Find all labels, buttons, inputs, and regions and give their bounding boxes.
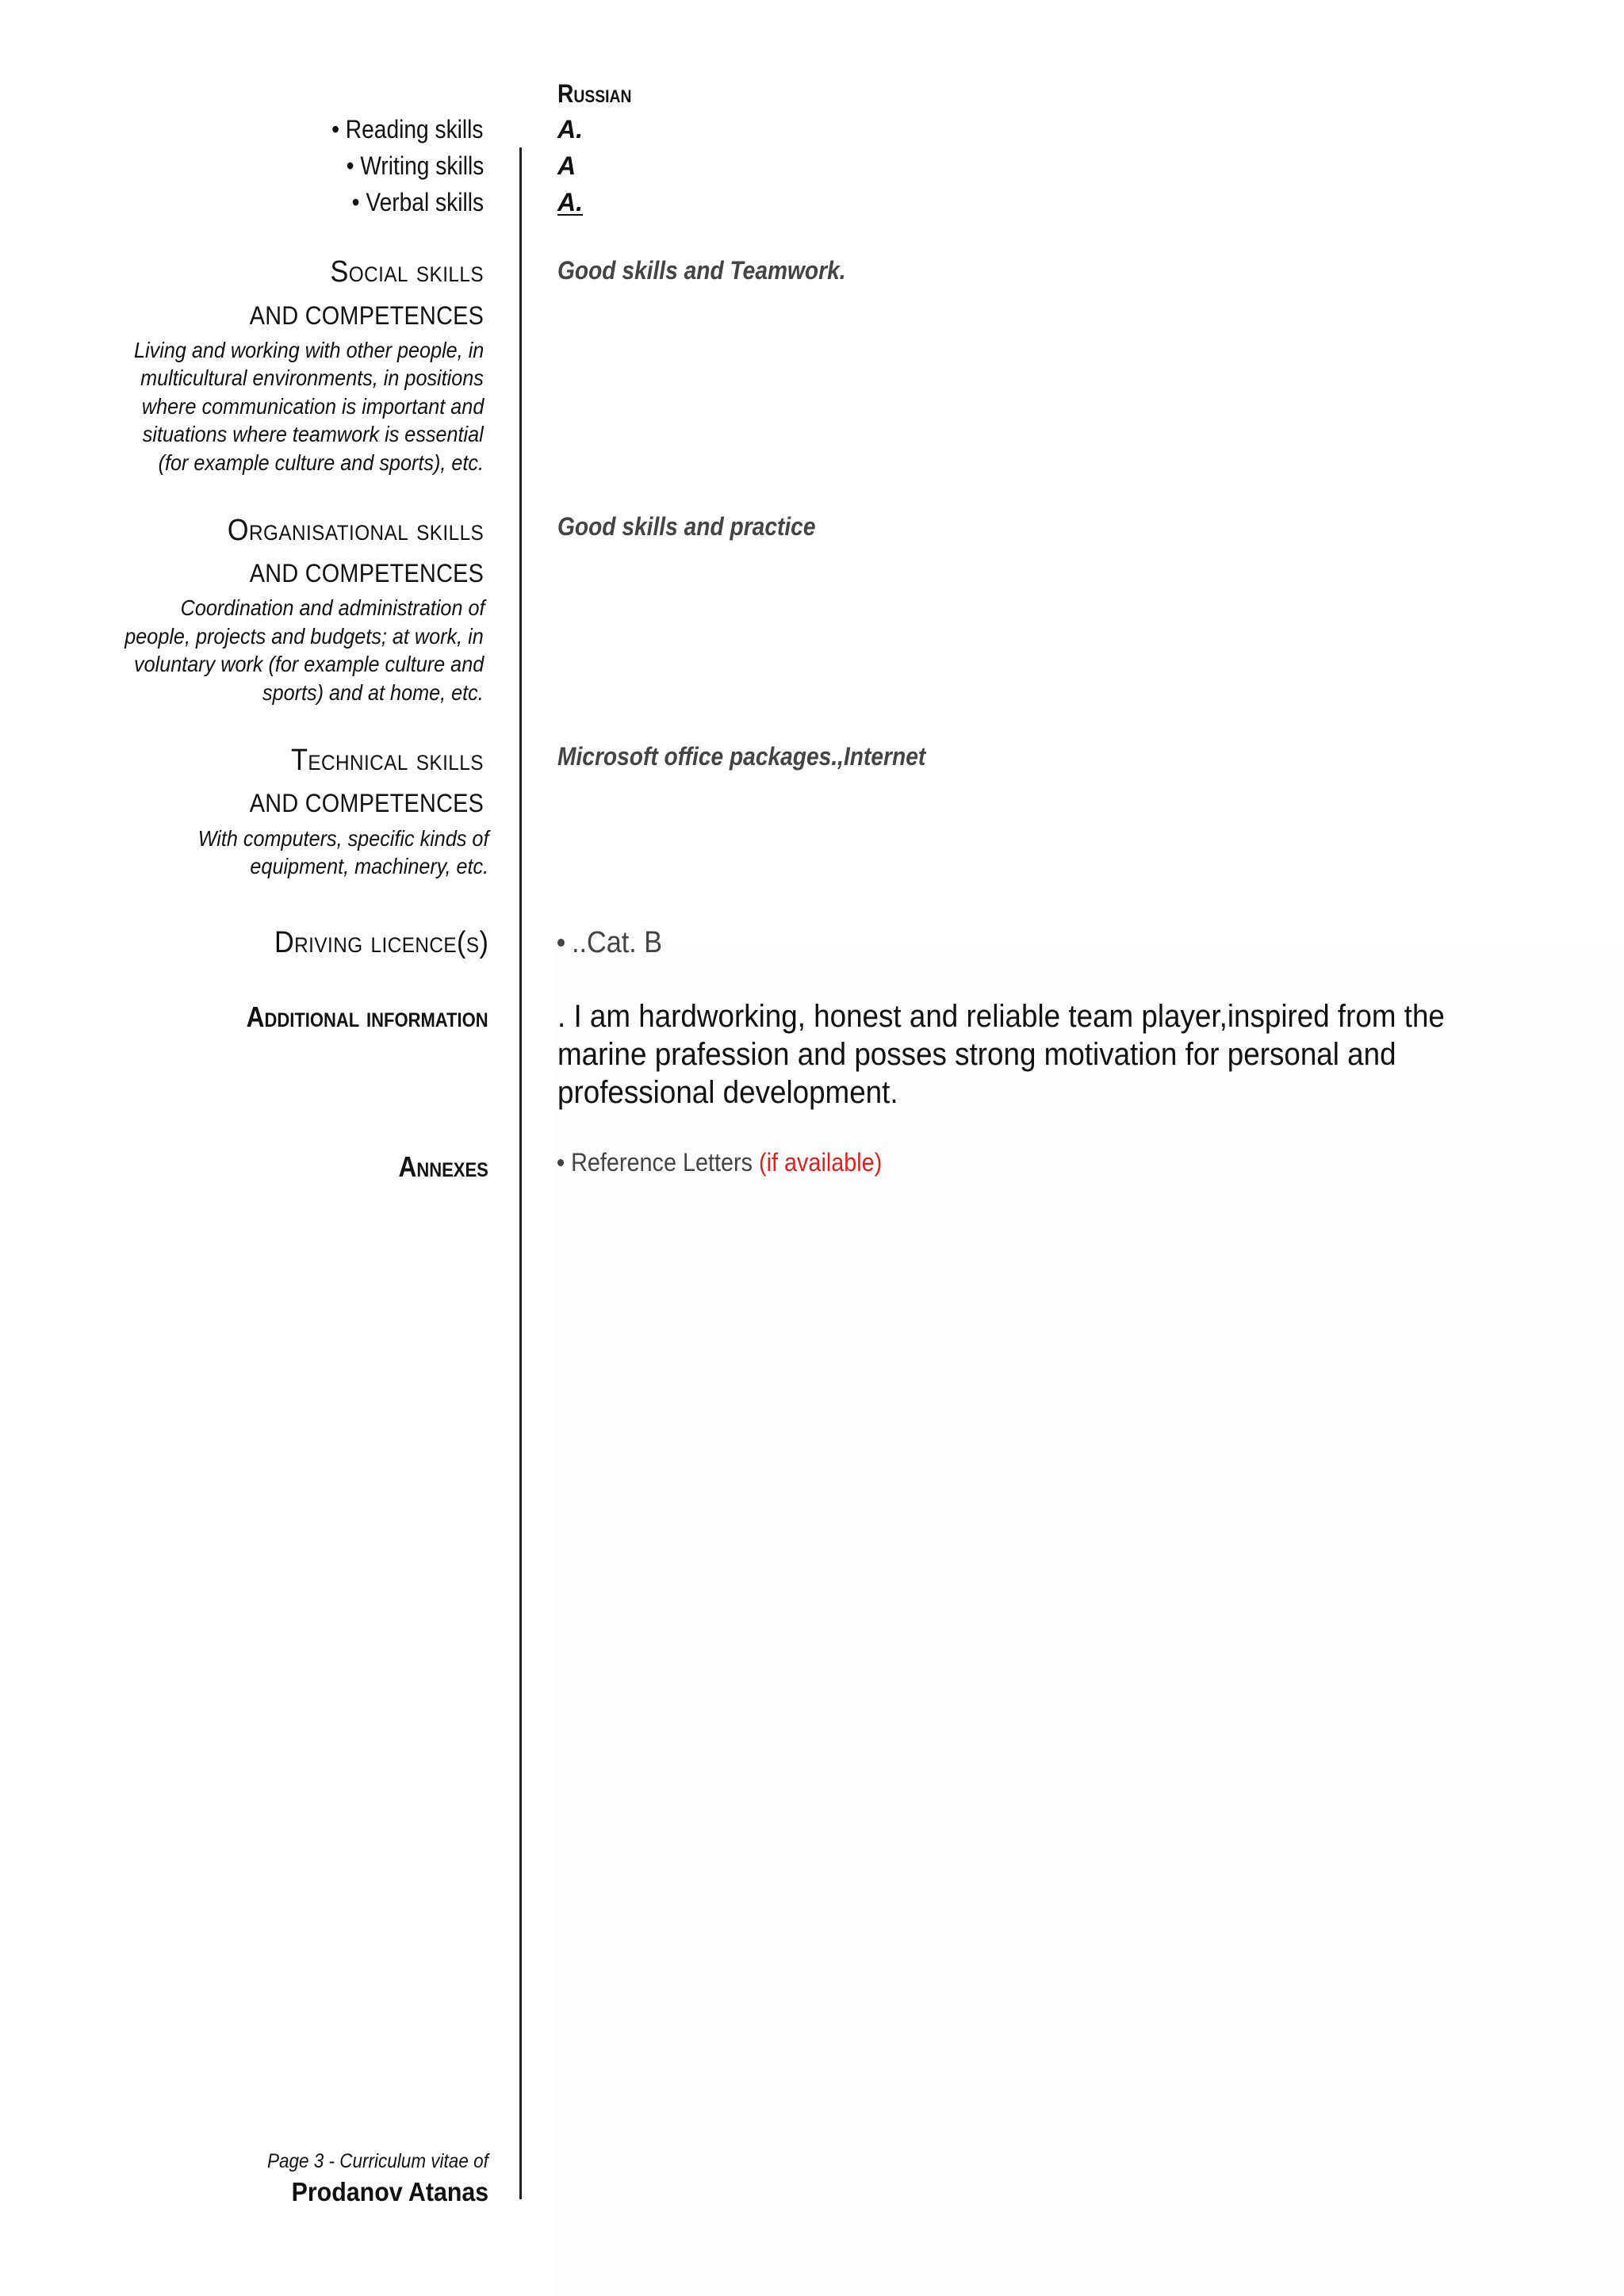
annexes-item-text: Reference Letters [571, 1148, 753, 1177]
column-divider [519, 147, 522, 2199]
footer-page-label: Page 3 - Curriculum vitae of [267, 2150, 488, 2172]
organisational-skills-value: Good skills and practice [557, 512, 816, 541]
bullet-icon [557, 1159, 564, 1166]
additional-information-heading: Additional information [246, 1001, 488, 1033]
social-skills-subheading: AND COMPETENCES [249, 301, 484, 330]
driving-licence-item [557, 926, 662, 960]
annexes-heading: Annexes [398, 1150, 488, 1183]
social-skills-desc-2: multicultural environments, in positions [140, 365, 484, 390]
social-skills-desc-1: Living and working with other people, in [133, 338, 484, 362]
footer-name: Prodanov Atanas [291, 2177, 488, 2206]
social-skills-value: Good skills and Teamwork. [557, 256, 846, 285]
writing-skills-label: • Writing skills [346, 151, 484, 180]
organisational-skills-desc-3: voluntary work (for example culture and [133, 652, 484, 676]
technical-skills-desc-1: With computers, specific kinds of [197, 826, 488, 851]
additional-information-value: . I am hardworking, honest and reliable team player,inspired from the marine prafession and posses strong motivation for personal and professional development. [557, 999, 1445, 1110]
technical-skills-heading: Technical skills [291, 744, 484, 777]
reading-skills-label: • Reading skills [331, 115, 484, 144]
organisational-skills-heading: Organisational skills [227, 514, 484, 547]
verbal-skills-label: • Verbal skills [351, 188, 484, 216]
organisational-skills-desc-1: Coordination and administration of [180, 595, 485, 620]
technical-skills-value: Microsoft office packages.,Internet [557, 742, 926, 771]
social-skills-desc-4: situations where teamwork is essential [143, 422, 484, 446]
writing-skills-level: A [557, 151, 576, 180]
organisational-skills-desc-4: sports) and at home, etc. [262, 680, 484, 705]
driving-licence-value: ..Cat. B [572, 926, 663, 959]
verbal-skills-level: A. [557, 188, 583, 216]
reading-skills-level: A. [557, 115, 583, 144]
social-skills-heading: Social skills [330, 255, 484, 289]
organisational-skills-desc-2: people, projects and budgets; at work, in [124, 624, 484, 649]
bullet-icon [557, 939, 565, 947]
social-skills-desc-3: where communication is important and [141, 394, 484, 419]
annexes-item [557, 1148, 882, 1177]
driving-licence-heading: Driving licence(s) [274, 926, 488, 959]
language-title: Russian [557, 79, 632, 108]
annexes-item-note: (if available) [759, 1148, 883, 1177]
organisational-skills-subheading: AND COMPETENCES [249, 559, 484, 587]
technical-skills-subheading: AND COMPETENCES [249, 789, 484, 817]
technical-skills-desc-2: equipment, machinery, etc. [250, 854, 488, 878]
social-skills-desc-5: (for example culture and sports), etc. [158, 450, 484, 475]
